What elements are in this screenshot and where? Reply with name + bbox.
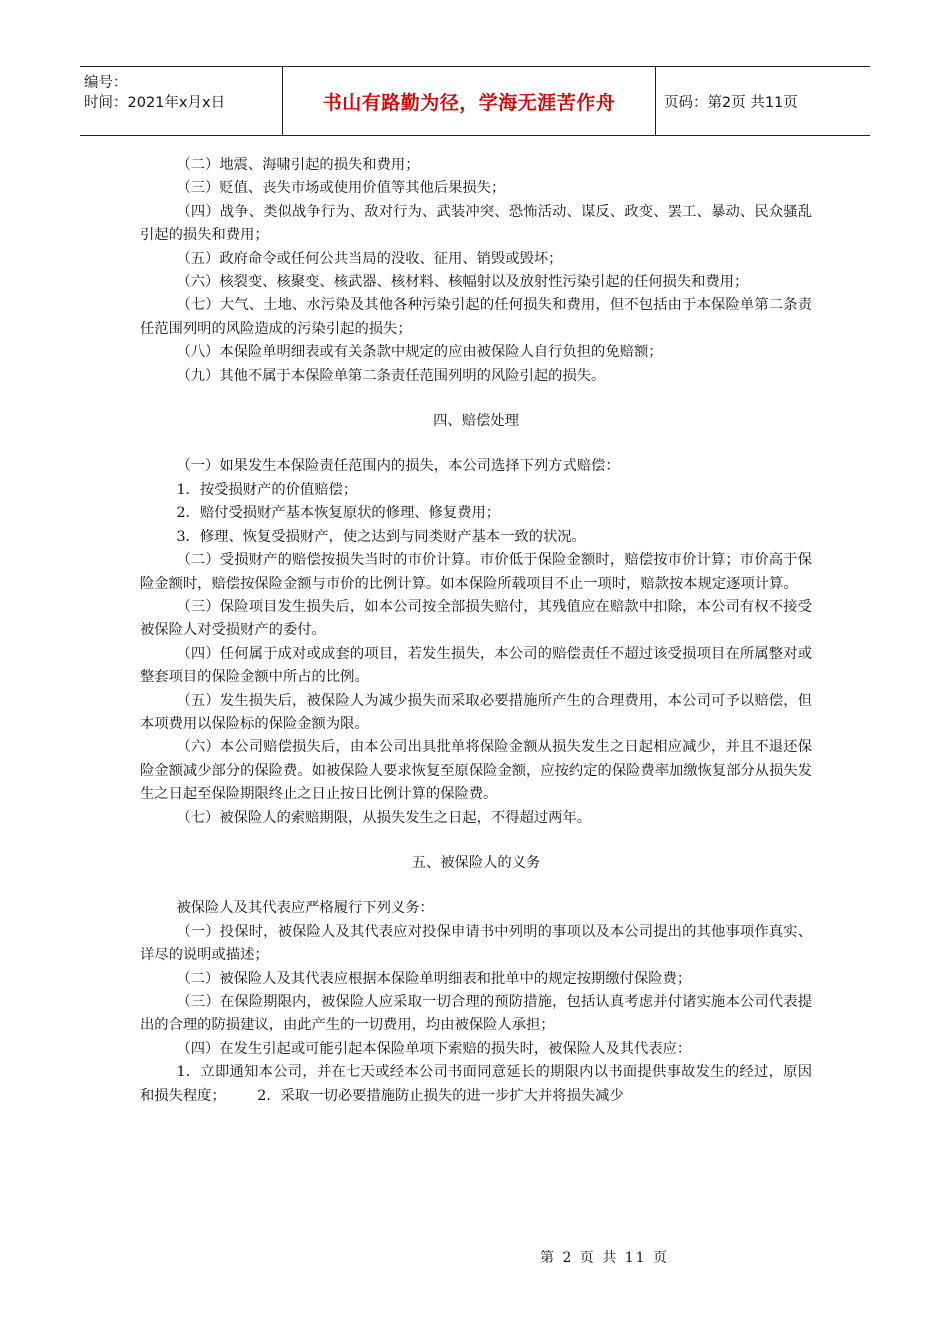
exclusion-item: （二）地震、海啸引起的损失和费用；	[176, 157, 420, 173]
header-left-cell	[80, 67, 283, 135]
compensation-paragraph: （五）发生损失后，被保险人为减少损失而采取必要措施所产生的合理费用，本公司可予以赔偿，但本项费用以保险标的保险金额为限。	[140, 692, 812, 732]
section-title-compensation: 四、赔偿处理	[433, 413, 519, 430]
obligation-paragraph: （二）被保险人及其代表应根据本保险单明细表和批单中的规定按期缴付保险费；	[176, 970, 692, 987]
obligation-paragraph	[140, 1061, 812, 1108]
page-footer: 第 2 页 共 11 页	[540, 1250, 669, 1266]
compensation-paragraph: 3．修理、恢复受损财产，使之达到与同类财产基本一致的状况。	[176, 528, 586, 545]
compensation-paragraph: 1．按受损财产的价值赔偿；	[176, 481, 358, 498]
obligation-paragraph: （三）在保险期限内，被保险人应采取一切合理的预防措施，包括认真考虑并付诸实施本公司代表提出的合理的防损建议，由此产生的一切费用，均由被保险人承担；	[140, 994, 812, 1034]
exclusion-item: （七）大气、土地、水污染及其他各种污染引起的任何损失和费用，但不包括由于本保险单第二条责任范围列明的风险造成的污染引起的损失；	[140, 297, 812, 337]
exclusion-item: （三）贬值、丧失市场或使用价值等其他后果损失；	[176, 180, 506, 197]
section-title-obligations: 五、被保险人的义务	[411, 854, 541, 871]
obligation-paragraph: 被保险人及其代表应严格履行下列义务：	[176, 900, 434, 917]
compensation-paragraph: 2．赔付受损财产基本恢复原状的修理、修复费用；	[176, 505, 501, 522]
compensation-paragraph: （七）被保险人的索赔期限，从损失发生之日起，不得超过两年。	[176, 809, 592, 826]
obligation-item-2: 2．采取一切必要措施防止损失的进一步扩大并将损失减少	[257, 1087, 624, 1104]
compensation-paragraph: （一）如果发生本保险责任范围内的损失，本公司选择下列方式赔偿：	[176, 458, 620, 475]
exclusion-item: （九）其他不属于本保险单第二条责任范围列明的风险引起的损失。	[176, 367, 606, 384]
compensation-paragraph: （二）受损财产的赔偿按损失当时的市价计算。市价低于保险金额时，赔偿按市价计算；市价高于保险金额时，赔偿按保险金额与市价的比例计算。如本保险所载项目不止一项时，赔款按本规定逐项计算。	[140, 552, 812, 592]
obligation-item-1: 1．立即通知本公司，并在七天或经本公司书面同意延长的期限内以书面提供事故发生的经过，原因和损失程度；	[140, 1064, 812, 1104]
header-page-info: 页码：第2页 共11页	[664, 94, 798, 111]
compensation-paragraph: （六）本公司赔偿损失后，由本公司出具批单将保险金额从损失发生之日起相应减少，并且不退还保险金额减少部分的保险费。如被保险人要求恢复至原保险金额，应按约定的保险费率加缴恢复部分从损失发生之日起至保险期限终止之日止按日比例计算的保险费。	[140, 739, 812, 803]
obligation-paragraph: （四）在发生引起或可能引起本保险单项下索赔的损失时，被保险人及其代表应：	[176, 1040, 692, 1057]
exclusion-item: （四）战争、类似战争行为、敌对行为、武装冲突、恐怖活动、谋反、政变、罢工、暴动、民众骚乱引起的损失和费用；	[140, 203, 812, 244]
document-number-label: 编号：	[84, 75, 128, 91]
exclusion-item: （六）核裂变、核聚变、核武器、核材料、核幅射以及放射性污染引起的任何损失和费用；	[176, 274, 749, 291]
exclusion-item: （八）本保险单明细表或有关条款中规定的应由被保险人自行负担的免赔额；	[176, 344, 663, 361]
compensation-paragraph: （三）保险项目发生损失后，如本公司按全部损失赔付，其残值应在赔款中扣除，本公司有权不接受被保险人对受损财产的委付。	[140, 598, 812, 639]
compensation-paragraph: （四）任何属于成对或成套的项目，若发生损失，本公司的赔偿责任不超过该受损项目在所属整对或整套项目的保险金额中所占的比例。	[140, 645, 812, 686]
document-body	[140, 154, 812, 1108]
document-time-label: 时间：2021年x月x日	[84, 95, 226, 111]
header-motto: 书山有路勤为径，学海无涯苦作舟	[283, 67, 656, 135]
obligation-paragraph: （一）投保时，被保险人及其代表应对投保申请书中列明的事项以及本公司提出的其他事项作真实、详尽的说明或描述；	[140, 923, 812, 964]
exclusion-item: （五）政府命令或任何公共当局的没收、征用、销毁或毁坏；	[176, 250, 563, 267]
page-header	[80, 66, 870, 136]
